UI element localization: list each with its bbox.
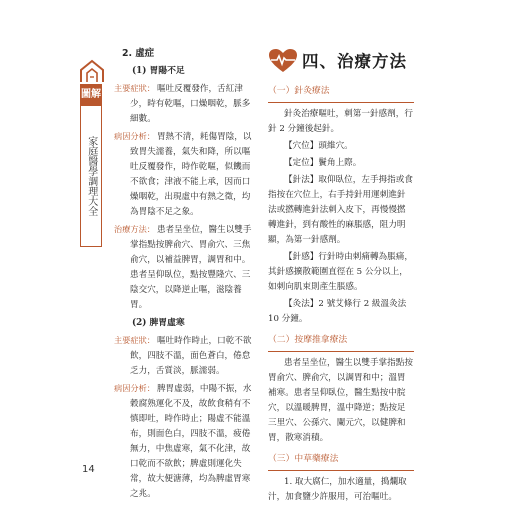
item-label: 【定位】	[284, 158, 319, 168]
cause-label: 病因分析：	[114, 131, 155, 141]
moxibustion-item	[268, 297, 414, 327]
item-label: 【針感】	[284, 252, 319, 262]
book-title-vertical: 家庭醫學調理大全	[80, 106, 102, 247]
symptoms-paragraph-2	[114, 333, 254, 379]
herbal-text: 1. 取大腐仁，加水適量，搗爛取汁，加食鹽少許服用，可治嘔吐。	[268, 477, 407, 502]
acupoint-item	[268, 139, 414, 154]
cause-paragraph-2	[114, 381, 254, 502]
item-text: 2 號艾條行 2 級溫灸法 10 分鐘。	[268, 299, 407, 324]
method-heading-massage	[268, 333, 414, 352]
needling-item	[268, 173, 414, 248]
item-label: 【穴位】	[284, 141, 319, 151]
chapter-title-row	[268, 44, 414, 78]
method-heading-acupuncture	[268, 84, 414, 103]
massage-text: 患者呈坐位，醫生以雙手掌指點按胃俞穴、脾俞穴，以調胃和中；溫胃補寒。患者呈仰臥位，醫生點按中脘穴，以溫暖脾胃，溫中降逆；點按足三里穴、公孫穴、闌元穴，以健脾和胃，散寒消積。	[268, 358, 413, 443]
heartbeat-icon	[268, 48, 298, 74]
symptoms-label: 主要症狀：	[114, 83, 155, 93]
item-text: 頭維穴。	[318, 141, 353, 151]
category-badge: 圖解	[80, 84, 102, 106]
subsection-heading-2: (2) 脾胃虛寒	[132, 318, 185, 328]
method-heading-text: （三）中草藥療法	[268, 454, 339, 464]
treatment-label: 治療方法：	[114, 224, 155, 234]
subsection-heading-1: (1) 胃陽不足	[132, 66, 185, 76]
treatment-text: 患者呈坐位，醫生以雙手掌指點按脾俞穴、胃俞穴、三焦俞穴，以補益脾胃，調胃和中。患者呈仰臥位，點按豐隆穴、三陰交穴，以降逆止嘔，滋陰養胃。	[130, 225, 252, 310]
house-logo-icon	[79, 58, 105, 84]
item-text: 鬢角上際。	[318, 158, 362, 168]
method-heading-herbal	[268, 452, 414, 471]
item-label: 【針法】	[284, 175, 319, 185]
page-number: 14	[82, 464, 95, 475]
right-column	[268, 44, 414, 507]
method-heading-text: （二）按摩推拿療法	[268, 335, 348, 345]
symptoms-text-2: 嘔吐時作時止，口乾不欲飲，四肢不溫，面色蒼白，倦怠乏力，舌質淡，脈濡弱。	[130, 336, 252, 376]
symptoms-paragraph	[114, 81, 254, 127]
symptoms-text: 嘔吐反覆發作，舌紅津少，時有乾嘔，口燥咽乾，脈多細數。	[130, 84, 251, 124]
cause-text: 胃熱不清，耗傷胃陰，以致胃失濡養，氣失和降，所以嘔吐反覆發作，時作乾嘔，似饑而不欲食；津液不能上承，因而口燥咽乾，出現虛中有熱之徵，均為胃陰不足之象。	[130, 132, 252, 217]
item-text: 取仰臥位，左手拇指或食指按在穴位上，右手持針用運刺進針法或撚轉進針法刺入皮下，再慢慢撚轉進針，到有酸性的麻脹感，阻力明顯，為第一針感劑。	[268, 175, 413, 245]
cause-text-2: 脾胃虛弱，中陽不振，水穀腐熟運化不及，故飲食稍有不慎即吐，時作時止；陽虛不能溫布，則面色白，四肢不溫，疲倦無力，中焦虛寒，氣不化津，故口乾而不欲飲；脾虛則運化失常，故大便溏薄，均為脾虛胃寒之兆。	[130, 384, 252, 499]
heading-underline	[268, 351, 414, 352]
acupuncture-intro: 針灸治療嘔吐，刺第一針感劑，行針 2 分鐘後起針。	[268, 109, 413, 134]
location-item	[268, 156, 414, 171]
cause-paragraph	[114, 129, 254, 220]
needle-sensation-item	[268, 250, 414, 295]
symptoms-label-2: 主要症狀：	[114, 335, 155, 345]
left-column	[114, 46, 254, 504]
item-label: 【灸法】	[284, 299, 319, 309]
chapter-title: 四、治療方法	[302, 51, 407, 71]
section-heading: 2. 虛症	[122, 48, 155, 59]
treatment-paragraph	[114, 222, 254, 313]
item-text: 行針時由刺痛轉為脹痛，其針感擴散範圍直徑在 5 公分以上，如刺向肌束則產生脹感。	[268, 252, 413, 292]
cause-label-2: 病因分析：	[114, 383, 155, 393]
heading-underline	[268, 470, 414, 471]
heading-underline	[268, 102, 414, 103]
method-heading-text: （一）針灸療法	[268, 86, 330, 96]
